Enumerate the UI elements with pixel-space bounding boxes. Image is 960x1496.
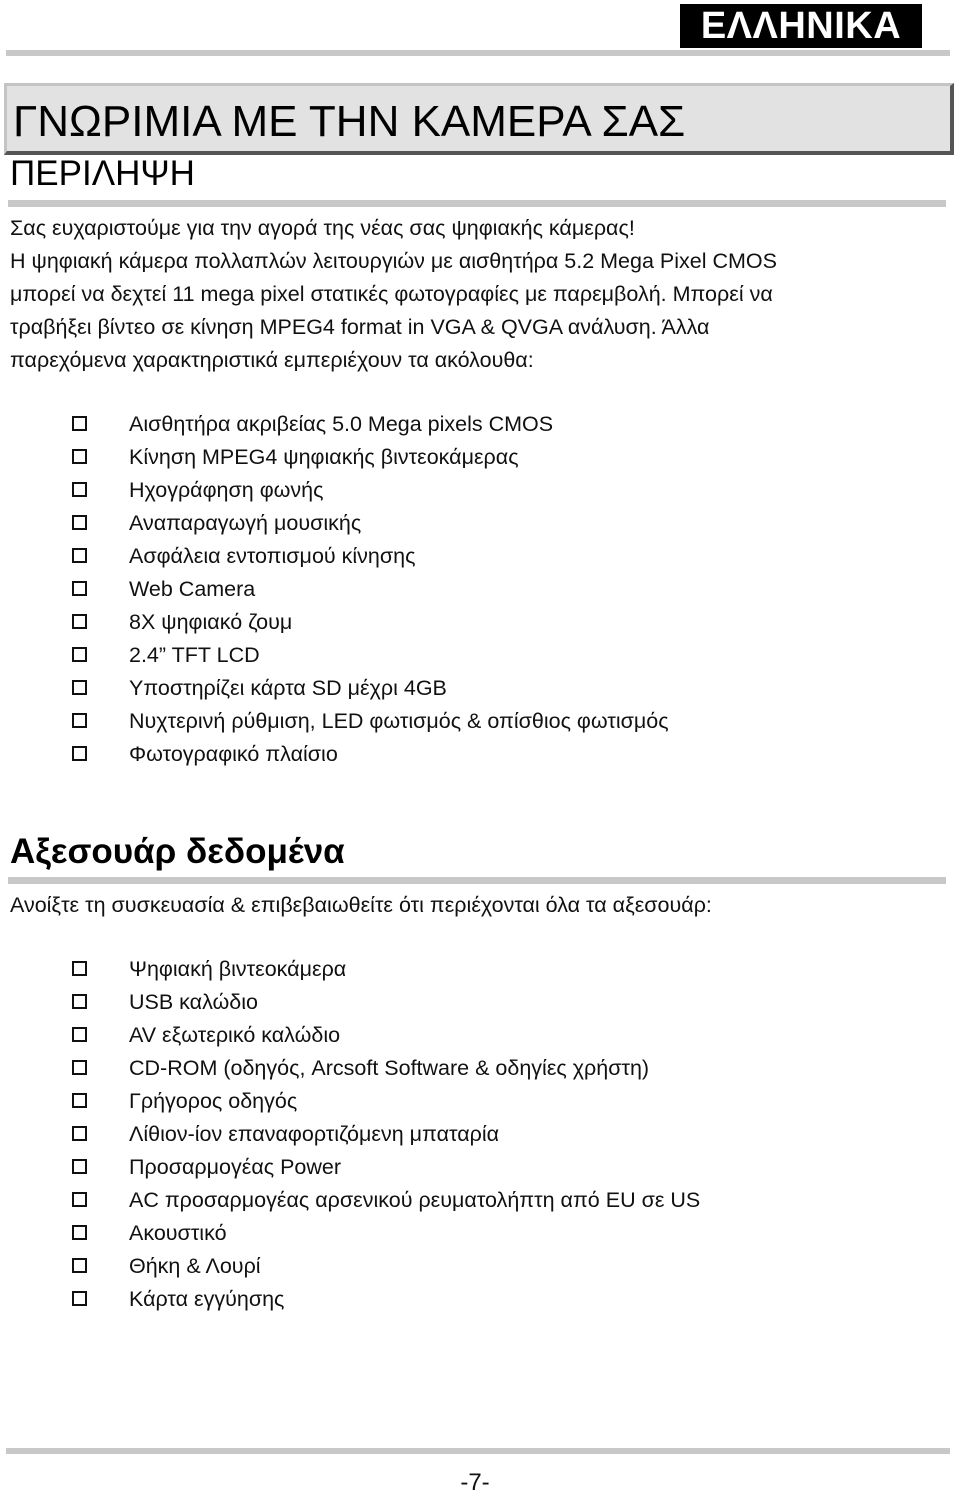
accessory-item: AC προσαρμογέας αρσενικού ρευματολήπτη από EU σε US — [72, 1184, 932, 1217]
checkbox-icon — [72, 515, 87, 530]
checkbox-icon — [72, 1093, 87, 1108]
accessory-item: Ψηφιακή βιντεοκάμερα — [72, 953, 932, 986]
intro-line: τραβήξει βίντεο σε κίνηση MPEG4 format in VGA & QVGA ανάλυση. Άλλα — [10, 315, 710, 339]
section-title: ΓΝΩΡΙΜΙΑ ΜΕ ΤΗΝ ΚΑΜΕΡΑ ΣΑΣ — [13, 97, 686, 146]
feature-item: Αισθητήρα ακριβείας 5.0 Mega pixels CMOS — [72, 408, 932, 441]
checkbox-icon — [72, 416, 87, 431]
page-number: -7- — [460, 1469, 490, 1496]
checkbox-icon — [72, 713, 87, 728]
language-tab: ΕΛΛΗΝΙΚΑ — [680, 4, 922, 48]
accessory-item: Θήκη & Λουρί — [72, 1250, 932, 1283]
feature-item: Ηχογράφηση φωνής — [72, 474, 932, 507]
accessory-item: Γρήγορος οδηγός — [72, 1085, 932, 1118]
accessories-list — [72, 953, 932, 1316]
checkbox-icon — [72, 581, 87, 596]
feature-item: Αναπαραγωγή μουσικής — [72, 507, 932, 540]
checkbox-icon — [72, 1192, 87, 1207]
checkbox-icon — [72, 614, 87, 629]
accessory-item: Ακουστικό — [72, 1217, 932, 1250]
intro-paragraph — [10, 212, 940, 377]
checkbox-icon — [72, 449, 87, 464]
checkbox-icon — [72, 746, 87, 761]
accessory-item: Λίθιον-ίον επαναφορτιζόμενη μπαταρία — [72, 1118, 932, 1151]
section-title-box — [4, 83, 954, 155]
accessories-heading: Αξεσουάρ δεδομένα — [10, 832, 345, 871]
checkbox-icon — [72, 1258, 87, 1273]
checkbox-icon — [72, 482, 87, 497]
feature-item: 8X ψηφιακό ζουμ — [72, 606, 932, 639]
checkbox-icon — [72, 1027, 87, 1042]
accessory-item: USB καλώδιο — [72, 986, 932, 1019]
checkbox-icon — [72, 1225, 87, 1240]
intro-line: Η ψηφιακή κάμερα πολλαπλών λειτουργιών με αισθητήρα 5.2 Mega Pixel CMOS — [10, 249, 777, 273]
footer-divider — [6, 1448, 950, 1454]
checkbox-icon — [72, 994, 87, 1009]
accessory-item: AV εξωτερικό καλώδιο — [72, 1019, 932, 1052]
checkbox-icon — [72, 961, 87, 976]
accessory-item: Κάρτα εγγύησης — [72, 1283, 932, 1316]
intro-line: παρεχόμενα χαρακτηριστικά εμπεριέχουν τα ακόλουθα: — [10, 348, 534, 372]
feature-item: Νυχτερινή ρύθμιση, LED φωτισμός & οπίσθιος φωτισμός — [72, 705, 932, 738]
intro-line: μπορεί να δεχτεί 11 mega pixel στατικές φωτογραφίες με παρεμβολή. Μπορεί να — [10, 282, 773, 306]
overview-heading: ΠΕΡΙΛΗΨΗ — [10, 154, 195, 193]
feature-item: Υποστηρίζει κάρτα SD μέχρι 4GB — [72, 672, 932, 705]
checkbox-icon — [72, 548, 87, 563]
checkbox-icon — [72, 1291, 87, 1306]
features-list — [72, 408, 932, 771]
feature-item: Κίνηση MPEG4 ψηφιακής βιντεοκάμερας — [72, 441, 932, 474]
top-divider — [6, 50, 950, 56]
accessory-item: Προσαρμογέας Power — [72, 1151, 932, 1184]
accessory-item: CD-ROM (οδηγός, Arcsoft Software & οδηγίες χρήστη) — [72, 1052, 932, 1085]
feature-item: 2.4” TFT LCD — [72, 639, 932, 672]
checkbox-icon — [72, 647, 87, 662]
checkbox-icon — [72, 1159, 87, 1174]
checkbox-icon — [72, 680, 87, 695]
intro-line: Σας ευχαριστούμε για την αγορά της νέας σας ψηφιακής κάμερας! — [10, 216, 635, 240]
feature-item: Ασφάλεια εντοπισμού κίνησης — [72, 540, 932, 573]
overview-divider — [8, 200, 946, 207]
accessories-intro: Ανοίξτε τη συσκευασία & επιβεβαιωθείτε ότι περιέχονται όλα τα αξεσουάρ: — [10, 893, 712, 917]
checkbox-icon — [72, 1060, 87, 1075]
accessories-divider — [8, 877, 946, 884]
feature-item: Φωτογραφικό πλαίσιο — [72, 738, 932, 771]
checkbox-icon — [72, 1126, 87, 1141]
feature-item: Web Camera — [72, 573, 932, 606]
